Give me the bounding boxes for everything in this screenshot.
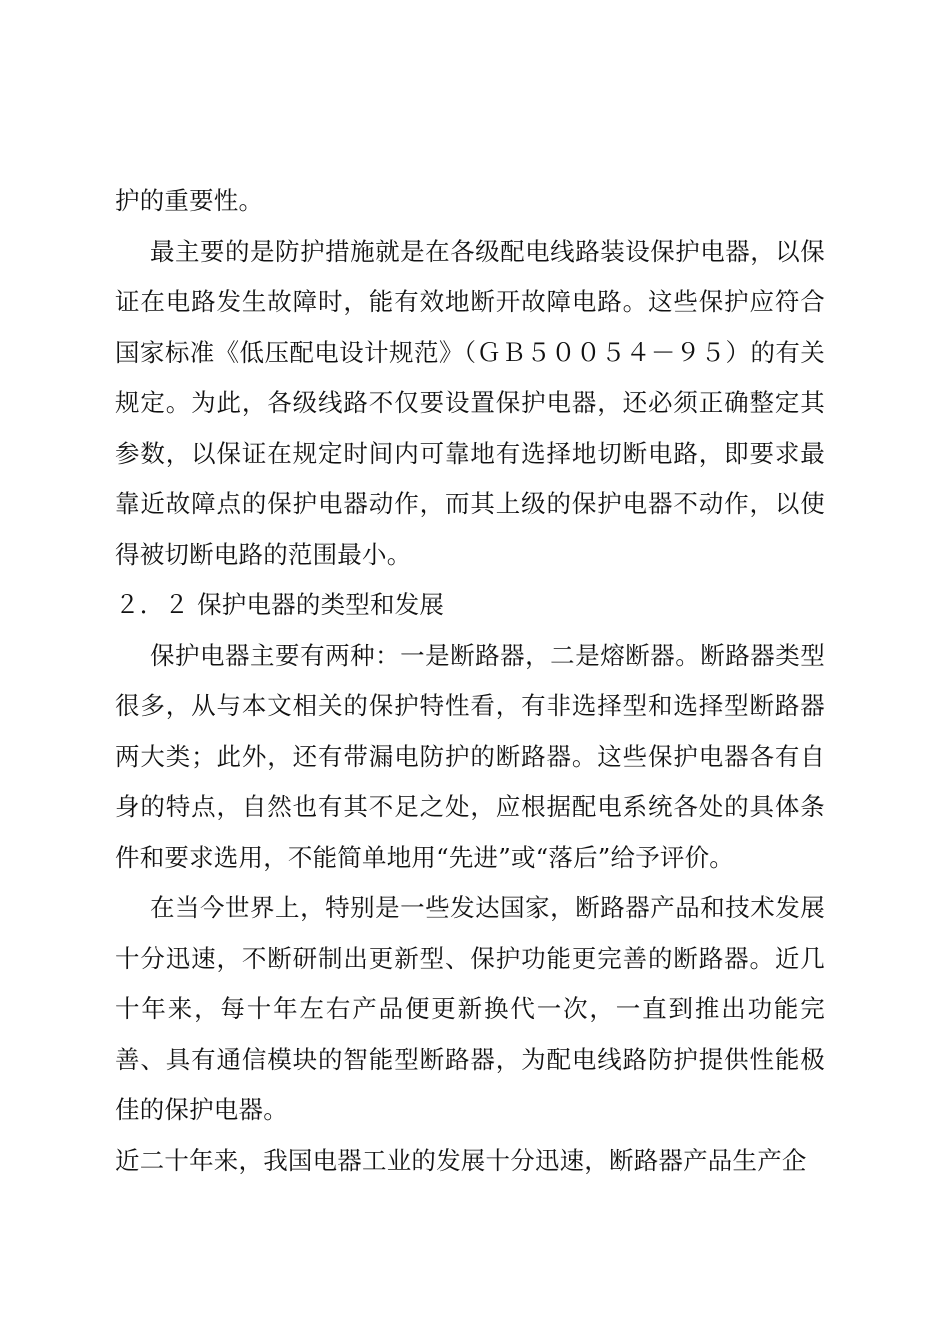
section-heading: ２．２ 保护电器的类型和发展 xyxy=(115,590,445,619)
paragraph-domestic-development: 近二十年来，我国电器工业的发展十分迅速，断路器产品生产企 xyxy=(115,1145,807,1175)
paragraph-continuation: 护的重要性。 xyxy=(115,186,264,215)
paragraph-world-development: 在当今世界上，特别是一些发达国家，断路器产品和技术发展十分迅速，不断研制出更新型、保护功能更完善的断路器。近几十年来，每十年左右产品便更新换代一次，一直到推出功能完善、具有通信模块的智能型断路器，为配电线路防护提供性能极佳的保护电器。 xyxy=(115,893,825,1124)
paragraph-protection-measures: 最主要的是防护措施就是在各级配电线路装设保护电器，以保证在电路发生故障时，能有效地断开故障电路。这些保护应符合国家标准《低压配电设计规范》（ＧＢ５００５４－９５）的有关规定。为此，各级线路不仅要设置保护电器，还必须正确整定其参数，以保证在规定时间内可靠地有选择地切断电路，即要求最靠近故障点的保护电器动作，而其上级的保护电器不动作，以使得被切断电路的范围最小。 xyxy=(115,236,825,569)
paragraph-protection-types: 保护电器主要有两种：一是断路器，二是熔断器。断路器类型很多，从与本文相关的保护特性看，有非选择型和选择型断路器两大类；此外，还有带漏电防护的断路器。这些保护电器各有自身的特点，自然也有其不足之处，应根据配电系统各处的具体条件和要求选用，不能简单地用“先进”或“落后”给予评价。 xyxy=(115,640,825,872)
document-body xyxy=(115,176,825,1186)
